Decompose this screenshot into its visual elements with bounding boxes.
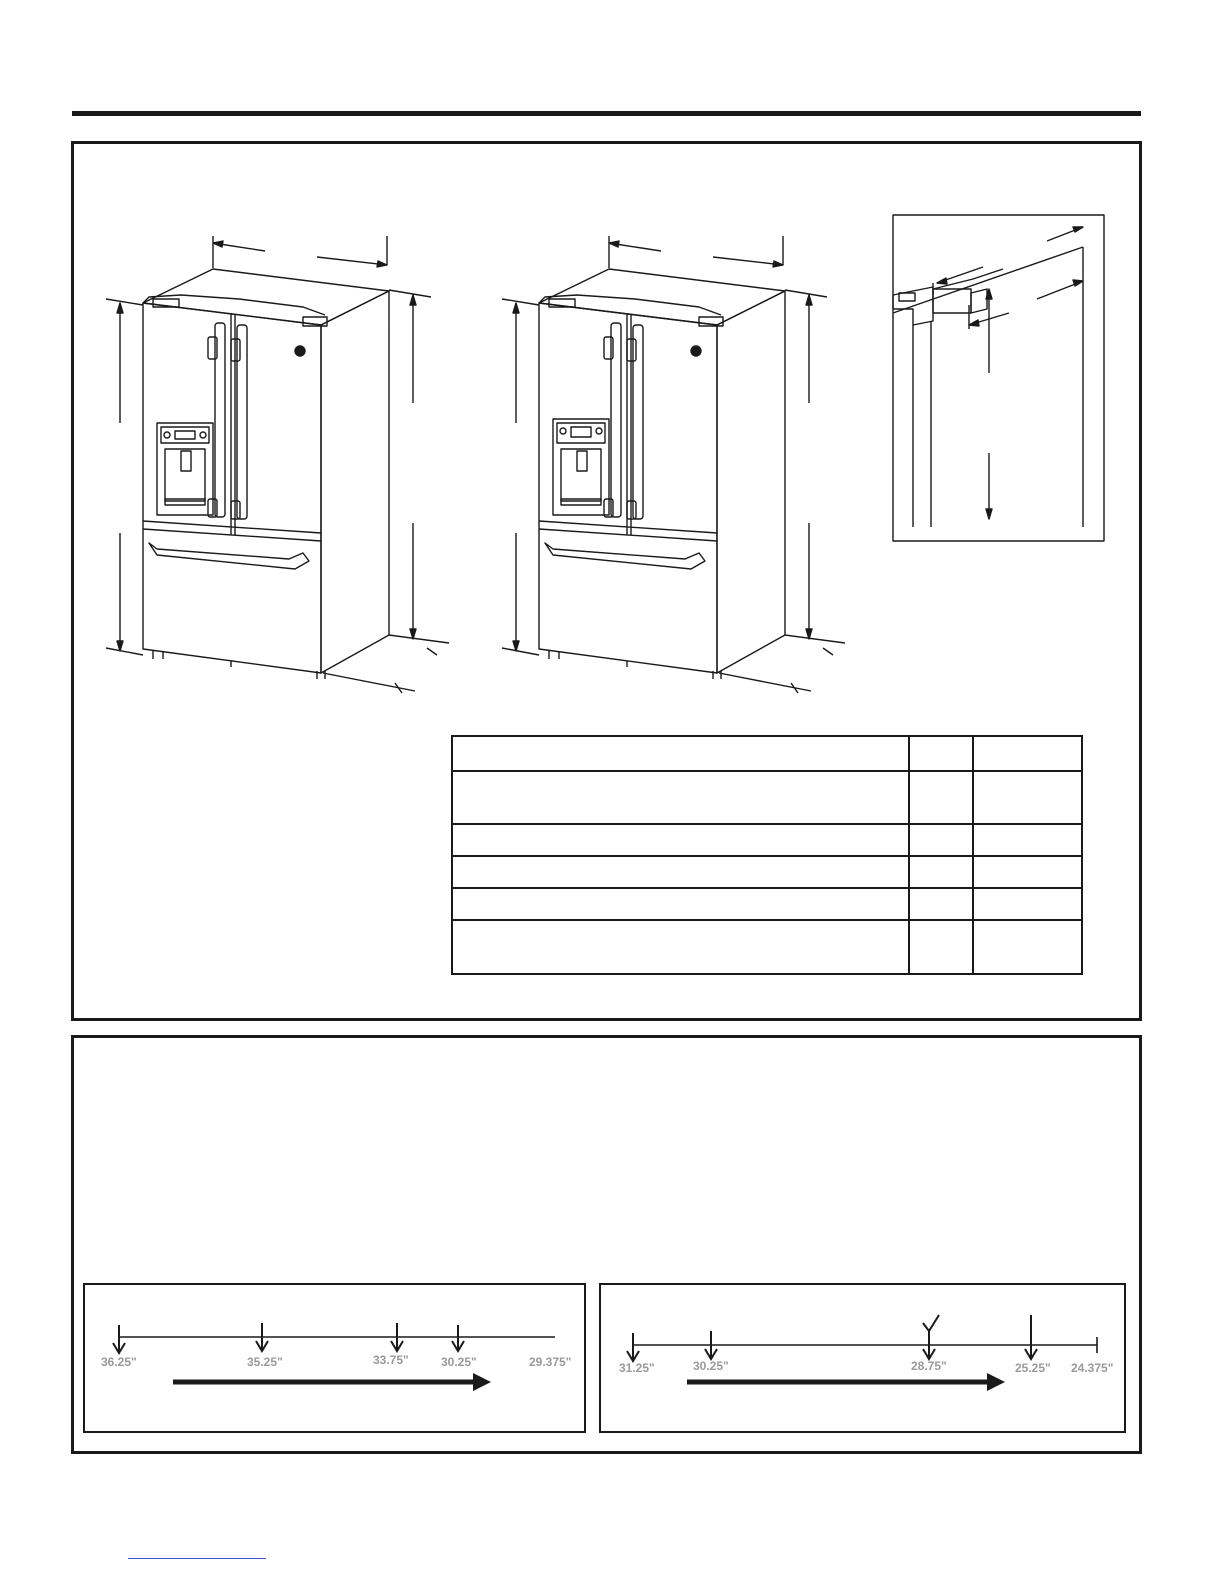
table-cell (452, 920, 909, 974)
table-cell (973, 736, 1082, 771)
table-cell (973, 856, 1082, 888)
dimensions-panel (71, 141, 1142, 1021)
depth-scale-left (83, 1283, 586, 1433)
scale-label: 30.25" (441, 1355, 477, 1369)
scale-arrow-marker (113, 1323, 464, 1353)
scale-label: 36.25" (101, 1355, 137, 1369)
refrigerator-right-drawing (502, 236, 845, 693)
refrigerator-left-drawing (106, 236, 449, 693)
table-cell (973, 888, 1082, 920)
arrow-right-icon (987, 1373, 1005, 1391)
arrow-right-icon (473, 1373, 491, 1391)
dimensions-table (451, 735, 1083, 975)
table-cell (973, 920, 1082, 974)
scale-label: 33.75" (373, 1353, 409, 1367)
door-clearance-detail (893, 215, 1104, 541)
table-cell (973, 771, 1082, 824)
table-cell (909, 920, 973, 974)
table-cell (909, 824, 973, 856)
scale-label: 24.375" (1071, 1361, 1114, 1375)
table-row (452, 888, 1082, 920)
table-cell (452, 856, 909, 888)
table-row (452, 771, 1082, 824)
table-row (452, 736, 1082, 771)
depth-scale-right-graphic (601, 1285, 1124, 1431)
footer-link-underline[interactable] (128, 1558, 266, 1559)
table-row (452, 856, 1082, 888)
table-cell (452, 824, 909, 856)
depth-scale-right (599, 1283, 1126, 1433)
table-cell (452, 771, 909, 824)
scale-label: 31.25" (619, 1361, 655, 1375)
scale-label: 29.375" (529, 1355, 572, 1369)
table-cell (452, 736, 909, 771)
table-cell (973, 824, 1082, 856)
table-row (452, 824, 1082, 856)
table-cell (909, 771, 973, 824)
scale-arrow-marker (627, 1315, 1037, 1361)
table-cell (909, 736, 973, 771)
header-rule (72, 111, 1141, 116)
depth-scale-left-graphic (85, 1285, 584, 1431)
table-cell (909, 888, 973, 920)
table-cell (452, 888, 909, 920)
scale-label: 28.75" (911, 1359, 947, 1373)
table-cell (909, 856, 973, 888)
scale-label: 30.25" (693, 1359, 729, 1373)
scale-label: 25.25" (1015, 1361, 1051, 1375)
table-row (452, 920, 1082, 974)
scale-label: 35.25" (247, 1355, 283, 1369)
